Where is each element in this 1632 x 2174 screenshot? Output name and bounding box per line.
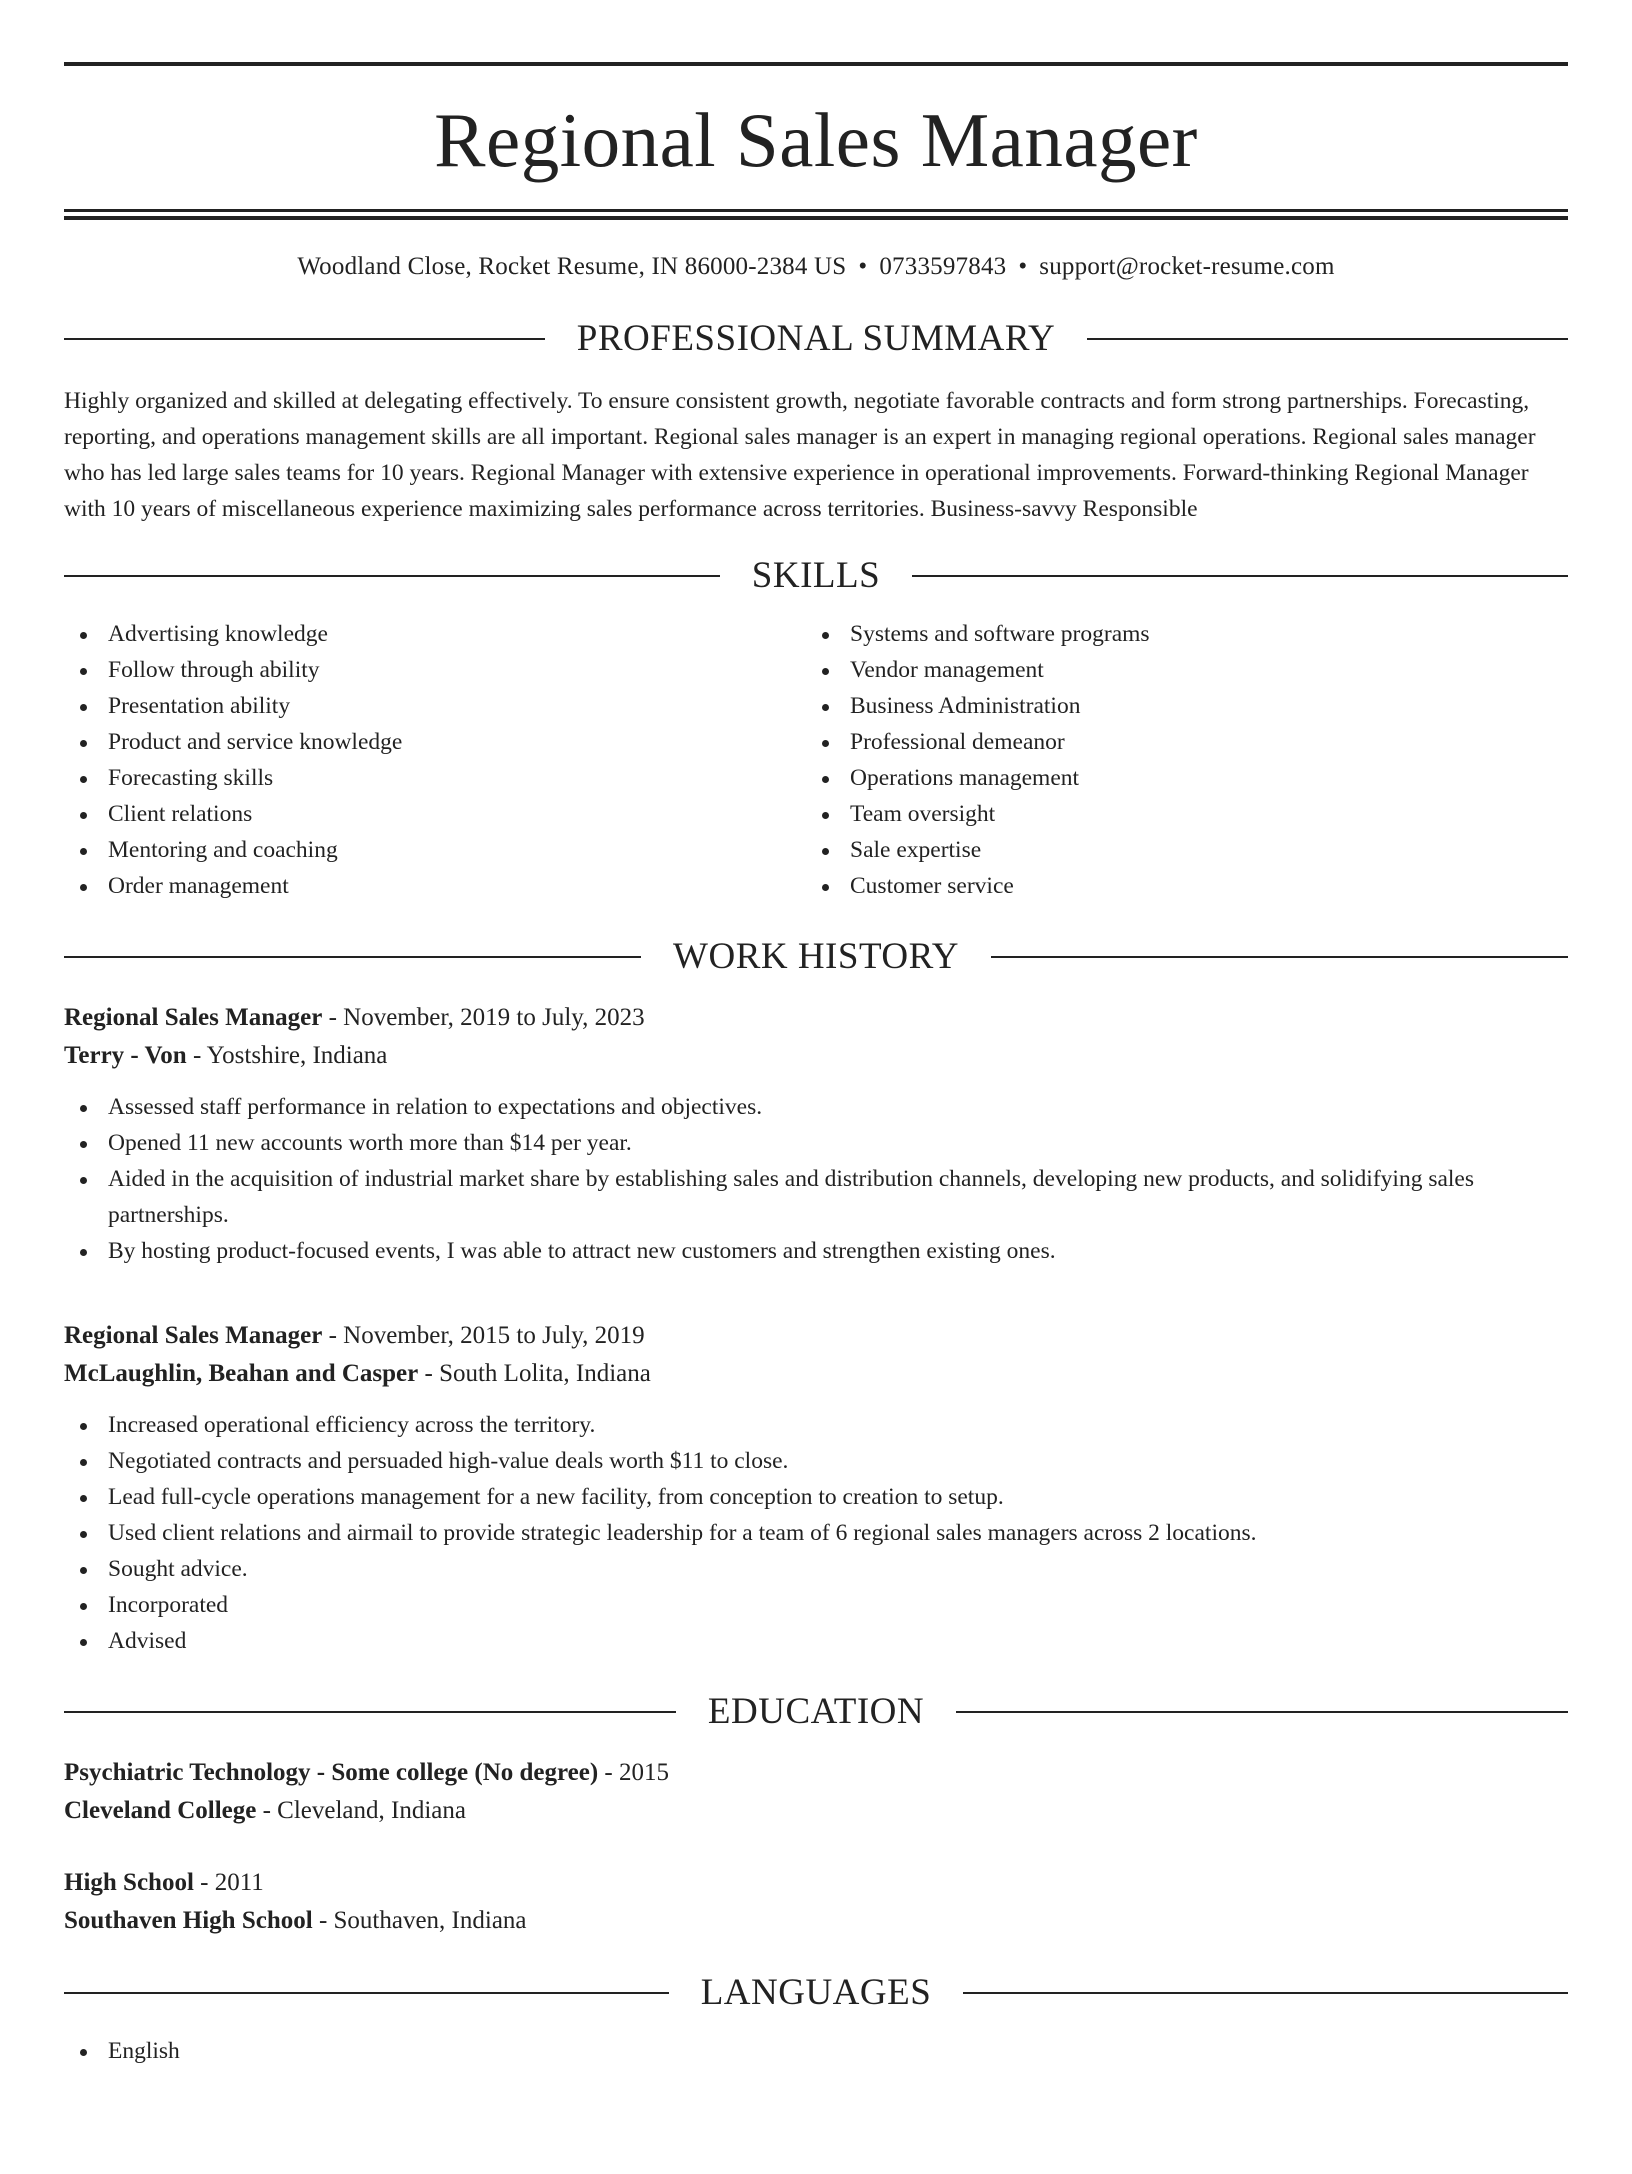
job-bullet: Lead full-cycle operations management for a new facility, from conception to creation to setup.: [64, 1479, 1568, 1515]
resume-page: [0, 62, 1632, 2174]
edu-location: - Southaven, Indiana: [312, 1907, 527, 1934]
job-entry: [64, 1317, 1568, 1659]
edu-school-line: [64, 1902, 1568, 1940]
job-bullet: By hosting product-focused events, I was able to attract new customers and strengthen existing ones.: [64, 1233, 1568, 1269]
skills-grid: [64, 616, 1568, 904]
skill-item: Mentoring and coaching: [64, 832, 806, 868]
job-title: Regional Sales Manager: [64, 1322, 323, 1349]
resume-title: Regional Sales Manager: [434, 97, 1198, 183]
skill-item: Follow through ability: [64, 652, 806, 688]
job-bullet: Aided in the acquisition of industrial market share by establishing sales and distribution channels, developing new products, and solidifying sales partnerships.: [64, 1161, 1568, 1233]
section-rule-right: [912, 575, 1568, 577]
edu-degree-line: [64, 1754, 1568, 1792]
job-bullets: [64, 1089, 1568, 1269]
section-rule-left: [64, 575, 720, 577]
section-rule-right: [963, 1992, 1568, 1994]
job-entry: [64, 999, 1568, 1269]
section-rule-left: [64, 1711, 676, 1713]
job-bullet: Used client relations and airmail to provide strategic leadership for a team of 6 regional sales managers across 2 locations.: [64, 1515, 1568, 1551]
edu-degree-line: [64, 1864, 1568, 1902]
languages-section-header: [64, 1974, 1568, 2011]
contact-separator: •: [858, 253, 868, 280]
education-entry: [64, 1754, 1568, 1830]
section-rule-left: [64, 1992, 669, 1994]
skill-item: Business Administration: [806, 688, 1568, 724]
job-location: - South Lolita, Indiana: [418, 1360, 651, 1387]
job-bullets: [64, 1407, 1568, 1659]
job-dates: - November, 2015 to July, 2019: [322, 1322, 645, 1349]
skills-list-right: [806, 616, 1568, 904]
job-dates: - November, 2019 to July, 2023: [322, 1004, 645, 1031]
edu-school: Southaven High School: [64, 1907, 313, 1934]
summary-text: Highly organized and skilled at delegating effectively. To ensure consistent growth, negotiate favorable contracts and form strong partnerships. Forecasting, reporting, and operations management skills are all important. Regional sales manager is an expert in managing regional operations. Regional sales manager who has led large sales teams for 10 years. Regional Manager with extensive experience in operational improvements. Forward-thinking Regional Manager with 10 years of miscellaneous experience maximizing sales performance across territories. Business-savvy Responsible: [64, 388, 1536, 522]
skill-item: Systems and software programs: [806, 616, 1568, 652]
job-company-line: [64, 1037, 1568, 1075]
top-rule: [64, 62, 1568, 66]
job-bullet: Advised: [64, 1623, 1568, 1659]
job-title-line: [64, 1317, 1568, 1355]
skill-item: Forecasting skills: [64, 760, 806, 796]
skill-item: Customer service: [806, 868, 1568, 904]
edu-location: - Cleveland, Indiana: [256, 1797, 466, 1824]
contact-address: Woodland Close, Rocket Resume, IN 86000-2384 US: [297, 253, 847, 280]
work-heading: WORK HISTORY: [673, 936, 959, 977]
work-section-header: [64, 938, 1568, 975]
skill-item: Order management: [64, 868, 806, 904]
edu-degree: High School: [64, 1869, 194, 1896]
job-bullet: Opened 11 new accounts worth more than $14 per year.: [64, 1125, 1568, 1161]
skill-item: Operations management: [806, 760, 1568, 796]
job-bullet: Negotiated contracts and persuaded high-value deals worth $11 to close.: [64, 1443, 1568, 1479]
job-company-line: [64, 1355, 1568, 1393]
contact-email: support@rocket-resume.com: [1039, 253, 1335, 280]
section-rule-right: [956, 1711, 1568, 1713]
skill-item: Professional demeanor: [806, 724, 1568, 760]
edu-school-line: [64, 1792, 1568, 1830]
edu-school: Cleveland College: [64, 1797, 257, 1824]
skill-item: Vendor management: [806, 652, 1568, 688]
section-rule-right: [1087, 338, 1568, 340]
skill-item: Advertising knowledge: [64, 616, 806, 652]
skill-item: Presentation ability: [64, 688, 806, 724]
edu-degree: Psychiatric Technology - Some college (No degree): [64, 1759, 599, 1786]
edu-year: - 2015: [598, 1759, 669, 1786]
job-title-line: [64, 999, 1568, 1037]
job-title: Regional Sales Manager: [64, 1004, 323, 1031]
skill-item: Product and service knowledge: [64, 724, 806, 760]
education-entry: [64, 1864, 1568, 1940]
edu-year: - 2011: [193, 1869, 264, 1896]
contact-line: [64, 252, 1568, 282]
job-bullet: Sought advice.: [64, 1551, 1568, 1587]
contact-phone: 0733597843: [879, 253, 1007, 280]
job-bullet: Incorporated: [64, 1587, 1568, 1623]
job-company: McLaughlin, Beahan and Casper: [64, 1360, 419, 1387]
job-company: Terry - Von: [64, 1042, 187, 1069]
section-rule-right: [991, 956, 1568, 958]
contact-separator: •: [1018, 253, 1028, 280]
summary-section-header: [64, 320, 1568, 357]
skill-item: Sale expertise: [806, 832, 1568, 868]
skills-section-header: [64, 557, 1568, 594]
section-rule-left: [64, 956, 641, 958]
education-section-header: [64, 1693, 1568, 1730]
job-bullet: Increased operational efficiency across the territory.: [64, 1407, 1568, 1443]
skills-list-left: [64, 616, 806, 904]
skill-item: Client relations: [64, 796, 806, 832]
skills-heading: SKILLS: [751, 555, 881, 596]
skill-item: Team oversight: [806, 796, 1568, 832]
title-double-rule: [64, 209, 1568, 220]
education-heading: EDUCATION: [707, 1691, 925, 1732]
languages-list: [64, 2033, 1568, 2069]
languages-heading: LANGUAGES: [700, 1972, 932, 2013]
job-bullet: Assessed staff performance in relation to expectations and objectives.: [64, 1089, 1568, 1125]
summary-heading: PROFESSIONAL SUMMARY: [576, 318, 1056, 359]
job-location: - Yostshire, Indiana: [186, 1042, 388, 1069]
language-item: English: [64, 2033, 1568, 2069]
section-rule-left: [64, 338, 545, 340]
